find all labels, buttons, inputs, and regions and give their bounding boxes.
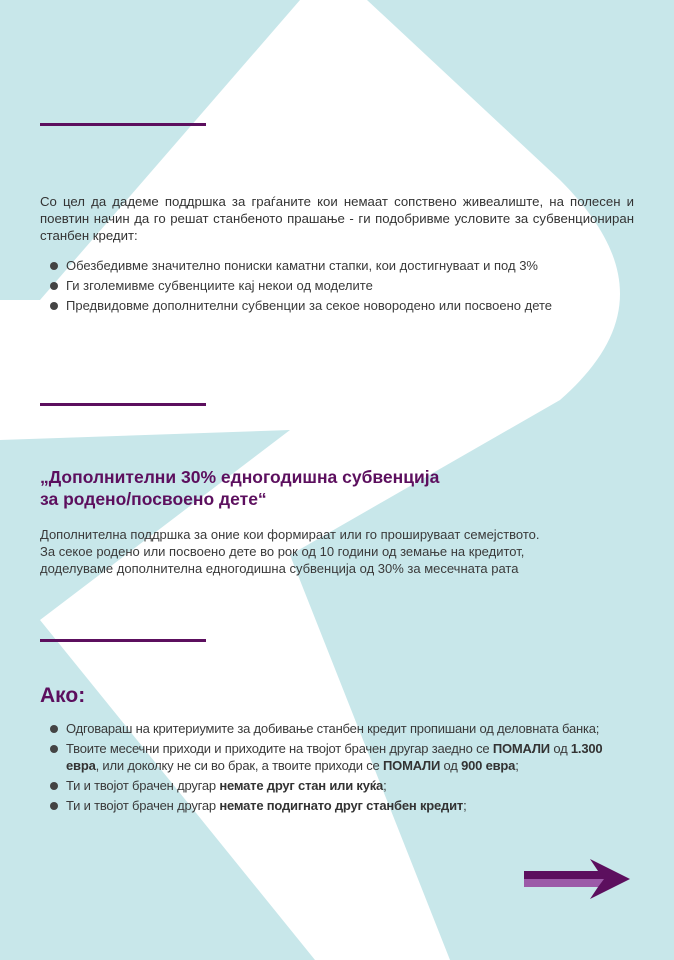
condition-text: , или доколку не си во брак, а твоите приходи се: [95, 758, 384, 773]
subsidy-paragraph: [40, 526, 634, 577]
intro-list: [40, 257, 634, 317]
condition-text: Одговараш на критериумите за добивање станбен кредит пропишани од деловната банка;: [66, 721, 600, 736]
subsidy-line: Дополнителна поддршка за оние кои формираат или го прошируваат семејството.: [40, 527, 540, 542]
list-item: Ги зголемивме субвенциите кај некои од моделите: [40, 277, 634, 294]
list-item: [40, 740, 634, 774]
condition-emphasis: немате друг стан или куќа: [219, 778, 384, 793]
list-item: Обезбедивме значително пониски каматни стапки, кои достигнуваат и под 3%: [40, 257, 634, 274]
subsidy-line: За секое родено или посвоено дете во рок од 10 години од земање на кредитот,: [40, 544, 525, 559]
divider-middle: [40, 403, 206, 406]
subsidy-title: [40, 466, 634, 510]
list-item: Предвидовме дополнителни субвенции за секое новородено или посвоено дете: [40, 297, 634, 314]
condition-emphasis: 1.300 евра: [66, 741, 603, 773]
list-item: [40, 797, 634, 814]
condition-text: од: [549, 741, 571, 756]
condition-text: ;: [463, 798, 467, 813]
conditions-list: [40, 720, 634, 817]
arrow-right-icon[interactable]: [520, 857, 634, 901]
condition-text: Твоите месечни приходи и приходите на твојот брачен другар заедно се: [66, 741, 493, 756]
condition-text: од: [440, 758, 462, 773]
divider-bottom: [40, 639, 206, 642]
condition-text: Ти и твојот брачен другар: [66, 778, 220, 793]
condition-text: Ти и твојот брачен другар: [66, 798, 220, 813]
condition-emphasis: ПОМАЛИ: [383, 758, 441, 773]
list-item: [40, 777, 634, 794]
condition-text: ;: [383, 778, 387, 793]
condition-emphasis: ПОМАЛИ: [492, 741, 550, 756]
subsidy-title-line: „Дополнителни 30% едногодишна субвенција: [40, 467, 440, 487]
condition-emphasis: немате подигнато друг станбен кредит: [219, 798, 464, 813]
condition-emphasis: 900 евра: [461, 758, 516, 773]
divider-top: [40, 123, 206, 126]
intro-paragraph: Со цел да дадеме поддршка за граѓаните кои немаат сопствено живеалиште, на полесен и поевтин начин да го решат станбеното прашање - ги подобривме условите за субвенциониран станбен кредит:: [40, 194, 634, 243]
list-item: [40, 720, 634, 737]
subsidy-line: доделуваме дополнителна едногодишна субвенција од 30% за месечната рата: [40, 561, 519, 576]
condition-text: ;: [515, 758, 519, 773]
conditions-heading: Ако:: [40, 684, 86, 707]
subsidy-title-line: за родено/посвоено дете“: [40, 489, 267, 509]
